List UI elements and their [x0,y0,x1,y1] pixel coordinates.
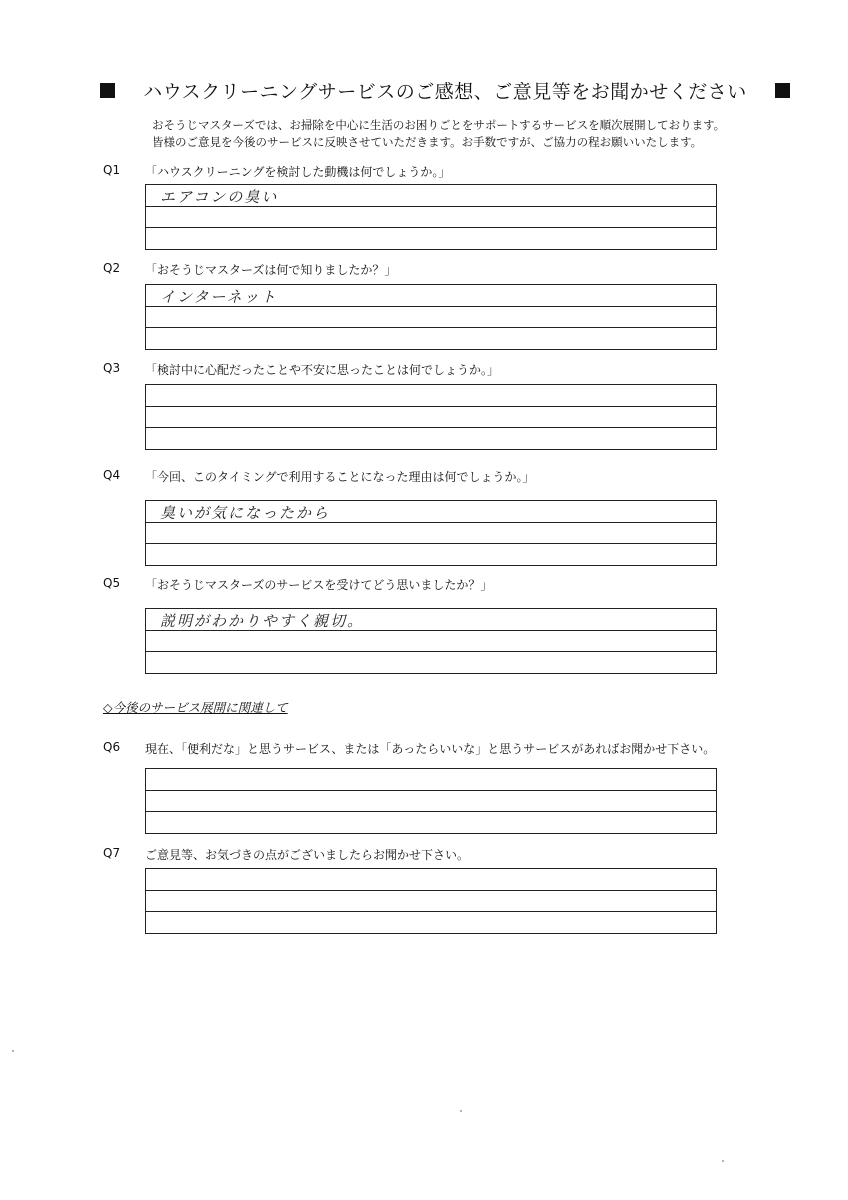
intro-line: 皆様のご意見を今後のサービスに反映させていただきます。お手数ですが、ご協力の程お願いいたします。 [152,135,703,149]
answer-rule [146,406,716,407]
handwritten-answer: インターネット [160,288,278,306]
question-number: Q3 [103,361,121,375]
question-text: 「おそうじマスターズは何で知りましたか？」 [145,263,397,277]
scan-speck [460,1110,462,1112]
question-number: Q7 [103,846,121,860]
answer-box-q1[interactable] [145,184,717,250]
answer-box-q2[interactable] [145,284,717,350]
question-text: 「今回、このタイミングで利用することになった理由は何でしょうか。」 [145,470,535,484]
handwritten-answer: 臭いが気になったから [160,504,331,522]
answer-box-q4[interactable] [145,500,717,566]
answer-rule [146,327,716,328]
question-text: ご意見等、お気づきの点がございましたらお聞かせ下さい。 [145,848,470,862]
handwritten-answer: エアコンの臭い [160,188,279,206]
question-text: 現在、「便利だな」と思うサービス、または「あったらいいな」と思うサービスがあればお聞かせ下さい。 [145,742,716,756]
answer-box-q5[interactable] [145,608,717,674]
form-title [100,75,790,105]
question-text: 「ハウスクリーニングを検討した動機は何でしょうか。」 [145,165,451,179]
square-bullet-icon [100,83,115,98]
answer-rule [146,543,716,544]
question-text: 「検討中に心配だったことや不安に思ったことは何でしょうか。」 [145,363,500,377]
intro-line: おそうじマスターズでは、お掃除を中心に生活のお困りごとをサポートするサービスを順次展開しております。 [152,118,726,132]
handwritten-answer: 説明がわかりやすく親切。 [160,612,365,630]
scan-speck [12,1050,14,1052]
title-text: ハウスクリーニングサービスのご感想、ご意見等をお聞かせください [143,80,747,103]
answer-rule [146,911,716,912]
question-number: Q1 [103,163,121,177]
intro-text [152,117,772,151]
answer-rule [146,427,716,428]
question-number: Q5 [103,576,121,590]
section-heading: ◇今後のサービス展開に関連して [103,700,288,715]
question-number: Q2 [103,261,121,275]
answer-box-q7[interactable] [145,868,717,934]
answer-rule [146,651,716,652]
scan-speck [722,1160,724,1162]
answer-box-q3[interactable] [145,384,717,450]
answer-rule [146,227,716,228]
answer-rule [146,811,716,812]
answer-rule [146,790,716,791]
question-text: 「おそうじマスターズのサービスを受けてどう思いましたか？」 [145,578,493,592]
answer-rule [146,890,716,891]
answer-box-q6[interactable] [145,768,717,834]
question-number: Q4 [103,468,121,482]
square-bullet-icon [775,83,790,98]
question-number: Q6 [103,740,121,754]
